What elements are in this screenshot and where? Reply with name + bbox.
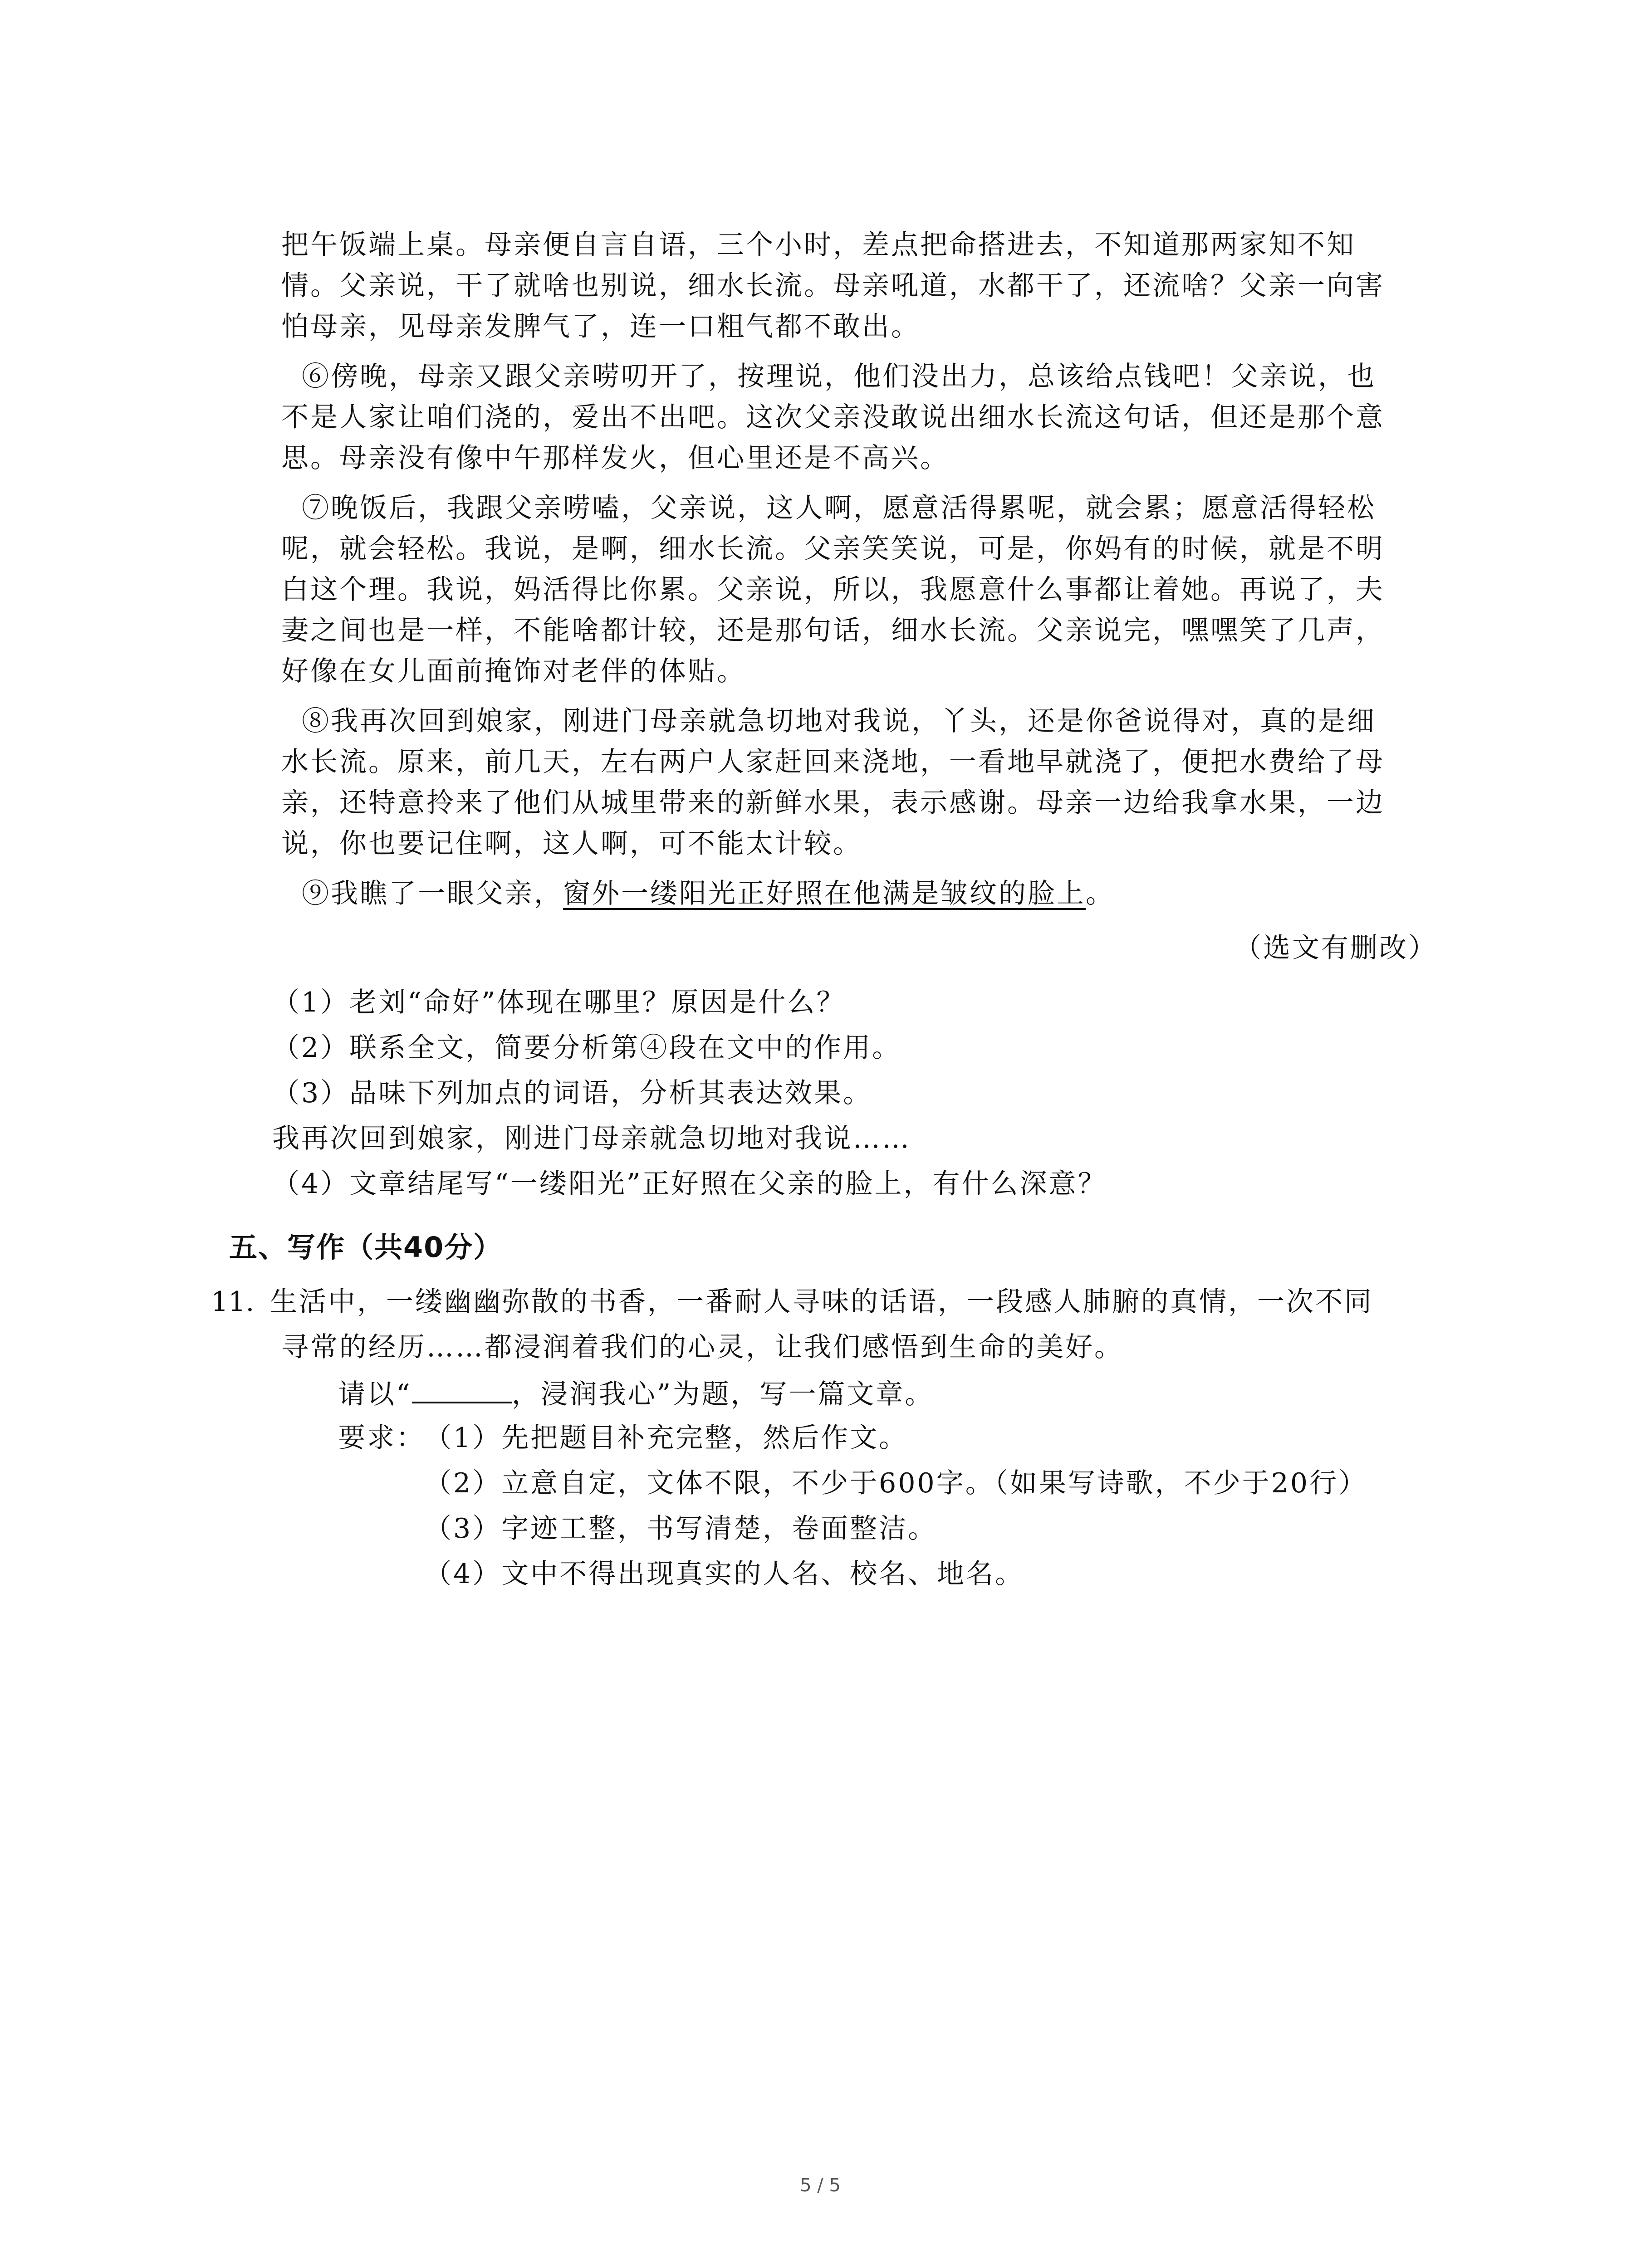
requirement-3: （3）字迹工整，书写清楚，卷面整洁。 [424, 1513, 937, 1545]
title-blank [412, 1374, 512, 1403]
passage-line: 怕母亲，见母亲发脾气了，连一口粗气都不敢出。 [281, 311, 920, 342]
passage-line: 说，你也要记住啊，这人啊，可不能太计较。 [281, 828, 862, 860]
requirement-2: （2）立意自定，文体不限，不少于600字。（如果写诗歌，不少于20行） [424, 1467, 1368, 1499]
paragraph-9-line [302, 875, 1115, 912]
paragraph-9-prefix: ⑨我瞧了一眼父亲， [302, 878, 563, 909]
requirements-label: 要求： [338, 1422, 425, 1454]
paragraph-6-line: ⑥傍晚，母亲又跟父亲唠叨开了，按理说，他们没出力，总该给点钱吧！父亲说，也 [302, 361, 1376, 392]
passage-line: 好像在女儿面前掩饰对老伴的体贴。 [281, 655, 746, 687]
source-note: （选文有删改） [1234, 932, 1437, 964]
requirement-1: （1）先把题目补充完整，然后作文。 [424, 1422, 908, 1454]
title-suffix: ，浸润我心”为题，写一篇文章。 [511, 1378, 934, 1410]
writing-prompt-line: 寻常的经历……都浸润着我们的心灵，让我们感悟到生命的美好。 [281, 1331, 1123, 1363]
question-3-example: 我再次回到娘家，刚进门母亲就急切地对我说…… [272, 1123, 911, 1154]
passage-line: 呢，就会轻松。我说，是啊，细水长流。父亲笑笑说，可是，你妈有的时候，就是不明 [281, 533, 1385, 565]
passage-line: 思。母亲没有像中午那样发火，但心里还是不高兴。 [281, 442, 949, 474]
passage-line: 亲，还特意拎来了他们从城里带来的新鲜水果，表示感谢。母亲一边给我拿水果，一边 [281, 787, 1385, 819]
section-heading-writing: 五、写作（共40分） [229, 1231, 503, 1264]
question-1: （1）老刘“命好”体现在哪里？原因是什么？ [272, 987, 846, 1018]
passage-line: 妻之间也是一样，不能啥都计较，还是那句话，细水长流。父亲说完，嘿嘿笑了几声， [281, 615, 1385, 646]
page-number: 5 / 5 [800, 2175, 841, 2196]
question-2: （2）联系全文，简要分析第④段在文中的作用。 [272, 1032, 901, 1064]
requirement-4: （4）文中不得出现真实的人名、校名、地名。 [424, 1558, 1024, 1590]
writing-title-instruction [338, 1374, 934, 1413]
title-prefix: 请以“ [338, 1378, 412, 1410]
paragraph-9-suffix: 。 [1086, 878, 1115, 909]
question-number: 11. [211, 1286, 255, 1318]
writing-prompt-line: 生活中，一缕幽幽弥散的书香，一番耐人寻味的话语，一段感人肺腑的真情，一次不同 [270, 1286, 1373, 1318]
passage-line: 白这个理。我说，妈活得比你累。父亲说，所以，我愿意什么事都让着她。再说了，夫 [281, 574, 1385, 606]
passage-line: 情。父亲说，干了就啥也别说，细水长流。母亲吼道，水都干了，还流啥？父亲一向害 [281, 270, 1385, 302]
paragraph-8-line: ⑧我再次回到娘家，刚进门母亲就急切地对我说，丫头，还是你爸说得对，真的是细 [302, 705, 1376, 737]
paragraph-7-line: ⑦晚饭后，我跟父亲唠嗑，父亲说，这人啊，愿意活得累呢，就会累；愿意活得轻松 [302, 492, 1376, 524]
question-3: （3）品味下列加点的词语，分析其表达效果。 [272, 1077, 872, 1109]
passage-line: 不是人家让咱们浇的，爱出不出吧。这次父亲没敢说出细水长流这句话，但还是那个意 [281, 401, 1385, 433]
underlined-sentence: 窗外一缕阳光正好照在他满是皱纹的脸上 [563, 878, 1086, 909]
passage-line: 水长流。原来，前几天，左右两户人家赶回来浇地，一看地早就浇了，便把水费给了母 [281, 746, 1385, 778]
question-4: （4）文章结尾写“一缕阳光”正好照在父亲的脸上，有什么深意？ [272, 1168, 1107, 1200]
passage-line: 把午饭端上桌。母亲便自言自语，三个小时，差点把命搭进去，不知道那两家知不知 [281, 229, 1356, 261]
